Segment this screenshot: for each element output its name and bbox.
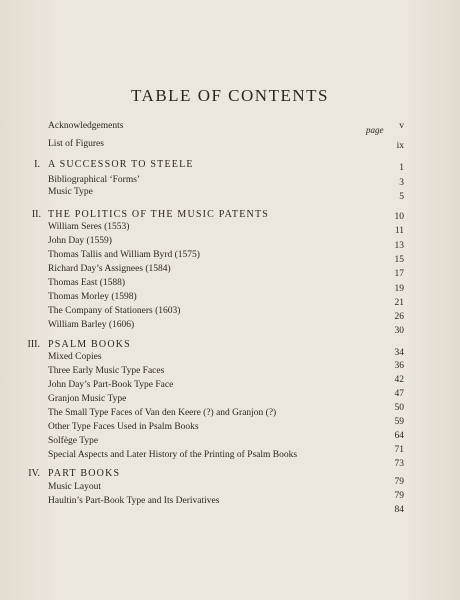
- chapter-number: III.: [27, 339, 40, 350]
- toc-entry: Acknowledgements: [48, 121, 124, 131]
- toc-page-number: 34: [394, 348, 404, 358]
- chapter-title: A SUCCESSOR TO STEELE: [48, 159, 194, 170]
- toc-entry: William Seres (1553): [48, 222, 130, 232]
- toc-entry: Special Aspects and Later History of the Printing of Psalm Books: [48, 450, 298, 460]
- toc-entry: Haultin’s Part-Book Type and Its Derivatives: [48, 496, 220, 506]
- chapter-title: PSALM BOOKS: [48, 339, 131, 350]
- toc-page-number: 13: [394, 241, 404, 251]
- toc-entry: John Day’s Part-Book Type Face: [48, 380, 174, 390]
- chapter-number: II.: [31, 209, 41, 220]
- toc-entry: Granjon Music Type: [48, 394, 127, 404]
- toc-page-number: 64: [394, 431, 404, 441]
- toc-entry: William Barley (1606): [48, 320, 135, 330]
- toc-page-number: 59: [394, 417, 404, 427]
- chapter-title: THE POLITICS OF THE MUSIC PATENTS: [48, 209, 270, 220]
- toc-entry: The Company of Stationers (1603): [48, 306, 181, 316]
- toc-page-number: 79: [394, 477, 404, 487]
- toc-entry: The Small Type Faces of Van den Keere (?) and Granjon (?): [48, 408, 277, 418]
- toc-entry: Thomas Morley (1598): [48, 292, 137, 302]
- toc-entry: Three Early Music Type Faces: [48, 366, 165, 376]
- toc-page-number: ix: [396, 141, 404, 151]
- toc-page-number: 73: [394, 459, 404, 469]
- toc-page-number: 1: [399, 163, 404, 173]
- toc-page-number: 26: [394, 312, 404, 322]
- toc-entry: Richard Day’s Assignees (1584): [48, 264, 171, 274]
- toc-page-number: 84: [394, 505, 404, 515]
- toc-page-number: 10: [394, 212, 404, 222]
- toc-page-number: 42: [394, 375, 404, 385]
- toc-page-number: 79: [394, 491, 404, 501]
- toc-entry: Mixed Copies: [48, 352, 102, 362]
- toc-entry: Music Layout: [48, 482, 102, 492]
- toc-page-number: 30: [394, 326, 404, 336]
- page-column-label: page: [366, 125, 384, 135]
- toc-page-number: 71: [394, 445, 404, 455]
- chapter-number: I.: [34, 159, 40, 170]
- toc-page-number: 21: [394, 298, 404, 308]
- toc-page-number: 36: [394, 361, 404, 371]
- chapter-number: IV.: [28, 468, 40, 479]
- toc-page-number: 19: [394, 284, 404, 294]
- toc-page-number: 50: [394, 403, 404, 413]
- toc-entry: List of Figures: [48, 139, 104, 149]
- toc-entry: Thomas East (1588): [48, 278, 126, 288]
- toc-entry: John Day (1559): [48, 236, 112, 246]
- chapter-title: PART BOOKS: [48, 468, 121, 479]
- toc-entry: Thomas Tallis and William Byrd (1575): [48, 250, 200, 260]
- toc-page-number: v: [399, 121, 404, 131]
- toc-entry: Other Type Faces Used in Psalm Books: [48, 422, 199, 432]
- toc-page-number: 15: [394, 255, 404, 265]
- toc-entry: Solfège Type: [48, 436, 99, 446]
- toc-page-number: 3: [399, 178, 404, 188]
- toc-entry: Music Type: [48, 187, 93, 197]
- toc-page-number: 17: [394, 269, 404, 279]
- toc-page-number: 11: [394, 226, 404, 236]
- toc-entry: Bibliographical ‘Forms’: [48, 175, 141, 185]
- toc-page-number: 47: [394, 389, 404, 399]
- toc-page-number: 5: [399, 192, 404, 202]
- page-title: TABLE OF CONTENTS: [131, 86, 329, 105]
